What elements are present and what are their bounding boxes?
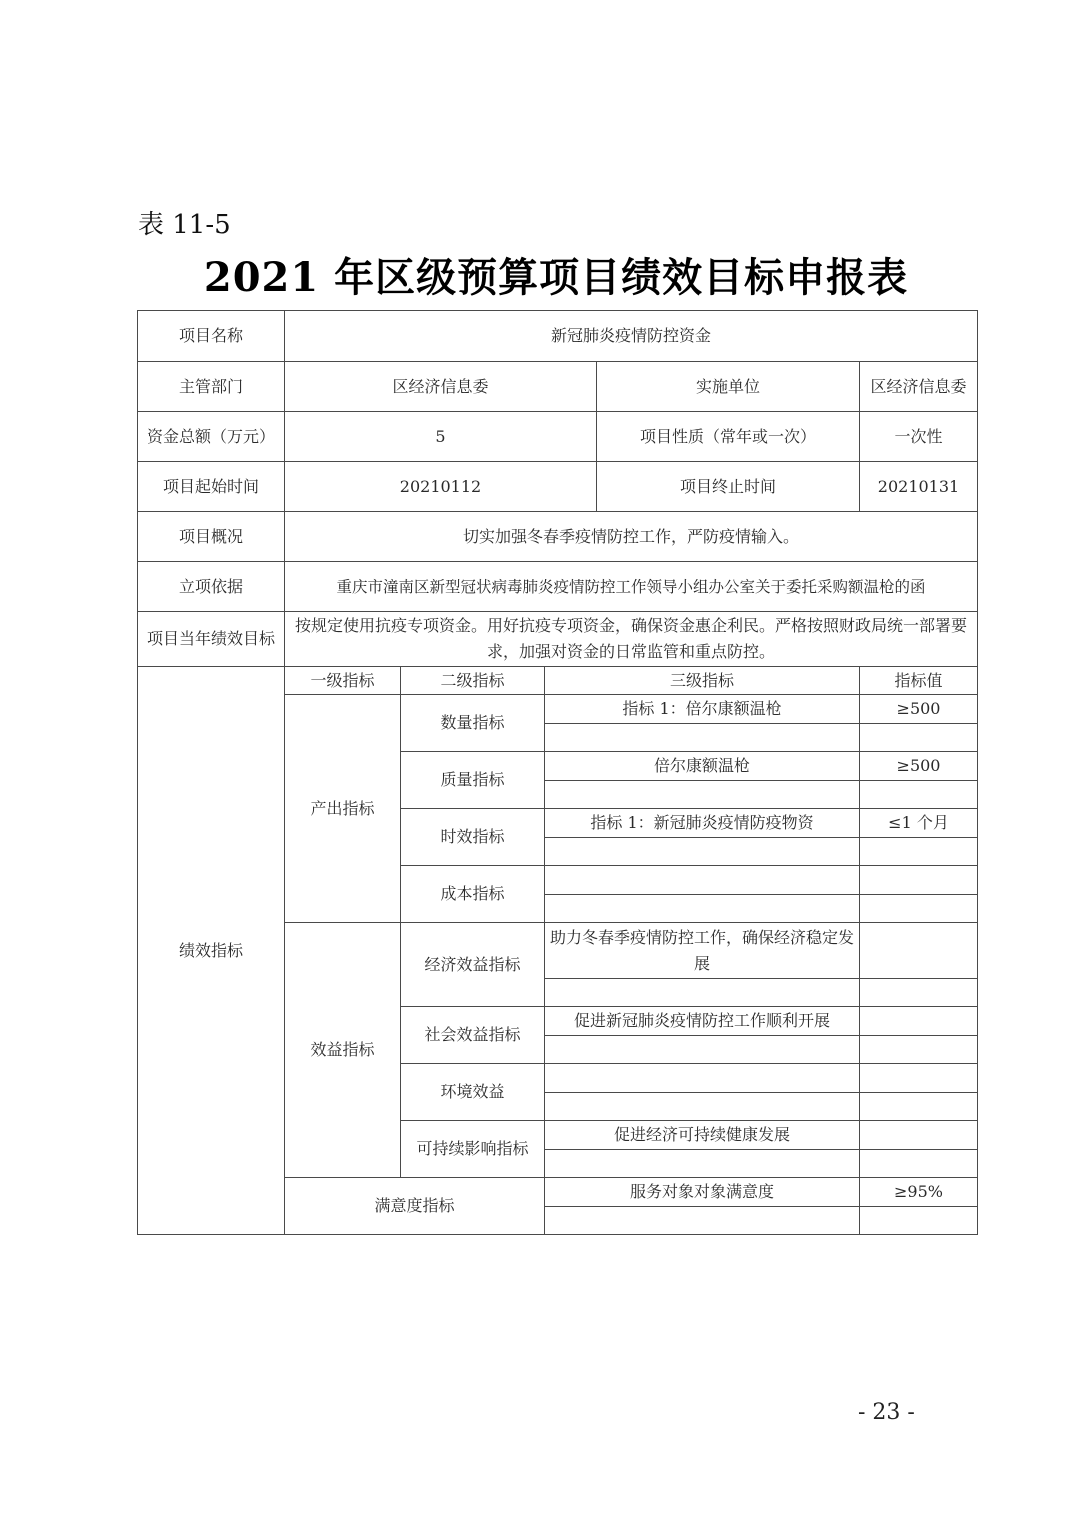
- annual-goal-value: 按规定使用抗疫专项资金。用好抗疫专项资金，确保资金惠企利民。严格按照财政局统一部署要求，加强对资金的日常监管和重点防控。: [285, 612, 978, 667]
- economic-benefit-label: 经济效益指标: [401, 923, 545, 1007]
- empty-cell: [545, 895, 860, 923]
- empty-cell: [860, 1064, 978, 1093]
- empty-cell: [545, 1036, 860, 1064]
- sustainability-item: 促进经济可持续健康发展: [545, 1121, 860, 1150]
- project-name-value: 新冠肺炎疫情防控资金: [285, 311, 978, 362]
- empty-cell: [860, 1093, 978, 1121]
- quality-indicator-item: 倍尔康额温枪: [545, 752, 860, 781]
- dept-value: 区经济信息委: [285, 362, 597, 412]
- impl-unit-label: 实施单位: [597, 362, 860, 412]
- empty-cell: [545, 979, 860, 1007]
- project-name-label: 项目名称: [138, 311, 285, 362]
- col-level3-header: 三级指标: [545, 667, 860, 695]
- impl-unit-value: 区经济信息委: [860, 362, 978, 412]
- overview-value: 切实加强冬春季疫情防控工作，严防疫情输入。: [285, 512, 978, 562]
- page-number: - 23 -: [858, 1400, 915, 1425]
- empty-cell: [860, 923, 978, 979]
- col-value-header: 指标值: [860, 667, 978, 695]
- start-time-value: 20210112: [285, 462, 597, 512]
- empty-cell: [860, 1036, 978, 1064]
- metrics-section-label: 绩效指标: [138, 667, 285, 1235]
- annual-goal-label: 项目当年绩效目标: [138, 612, 285, 667]
- quantity-indicator-value: ≥500: [860, 695, 978, 724]
- timeliness-indicator-value: ≤1 个月: [860, 809, 978, 838]
- empty-cell: [545, 1207, 860, 1235]
- sustainability-label: 可持续影响指标: [401, 1121, 545, 1178]
- start-time-label: 项目起始时间: [138, 462, 285, 512]
- fund-total-label: 资金总额（万元）: [138, 412, 285, 462]
- end-time-value: 20210131: [860, 462, 978, 512]
- empty-cell: [545, 838, 860, 866]
- satisfaction-value: ≥95%: [860, 1178, 978, 1207]
- social-benefit-item: 促进新冠肺炎疫情防控工作顺利开展: [545, 1007, 860, 1036]
- empty-cell: [860, 1121, 978, 1150]
- empty-cell: [860, 724, 978, 752]
- end-time-label: 项目终止时间: [597, 462, 860, 512]
- quality-indicator-label: 质量指标: [401, 752, 545, 809]
- quantity-indicator-label: 数量指标: [401, 695, 545, 752]
- performance-target-form: [137, 310, 978, 1235]
- basis-value: 重庆市潼南区新型冠状病毒肺炎疫情防控工作领导小组办公室关于委托采购额温枪的函: [285, 562, 978, 612]
- empty-cell: [545, 1093, 860, 1121]
- social-benefit-label: 社会效益指标: [401, 1007, 545, 1064]
- environment-benefit-label: 环境效益: [401, 1064, 545, 1121]
- benefit-indicators-label: 效益指标: [285, 923, 401, 1178]
- quantity-indicator-item: 指标 1：倍尔康额温枪: [545, 695, 860, 724]
- empty-cell: [545, 1064, 860, 1093]
- project-nature-value: 一次性: [860, 412, 978, 462]
- empty-cell: [860, 895, 978, 923]
- satisfaction-label: 满意度指标: [285, 1178, 545, 1235]
- col-level1-header: 一级指标: [285, 667, 401, 695]
- col-level2-header: 二级指标: [401, 667, 545, 695]
- empty-cell: [545, 1150, 860, 1178]
- satisfaction-item: 服务对象对象满意度: [545, 1178, 860, 1207]
- empty-cell: [860, 1207, 978, 1235]
- overview-label: 项目概况: [138, 512, 285, 562]
- cost-indicator-label: 成本指标: [401, 866, 545, 923]
- quality-indicator-value: ≥500: [860, 752, 978, 781]
- timeliness-indicator-item: 指标 1：新冠肺炎疫情防疫物资: [545, 809, 860, 838]
- timeliness-indicator-label: 时效指标: [401, 809, 545, 866]
- empty-cell: [860, 979, 978, 1007]
- document-title: 2021 年区级预算项目绩效目标申报表: [203, 254, 909, 301]
- empty-cell: [860, 866, 978, 895]
- project-nature-label: 项目性质（常年或一次）: [597, 412, 860, 462]
- empty-cell: [860, 781, 978, 809]
- empty-cell: [860, 838, 978, 866]
- fund-total-value: 5: [285, 412, 597, 462]
- empty-cell: [860, 1007, 978, 1036]
- dept-label: 主管部门: [138, 362, 285, 412]
- empty-cell: [860, 1150, 978, 1178]
- empty-cell: [545, 781, 860, 809]
- empty-cell: [545, 724, 860, 752]
- output-indicators-label: 产出指标: [285, 695, 401, 923]
- basis-label: 立项依据: [138, 562, 285, 612]
- table-number: 表 11-5: [138, 210, 231, 240]
- empty-cell: [545, 866, 860, 895]
- economic-benefit-item: 助力冬春季疫情防控工作，确保经济稳定发展: [545, 923, 860, 979]
